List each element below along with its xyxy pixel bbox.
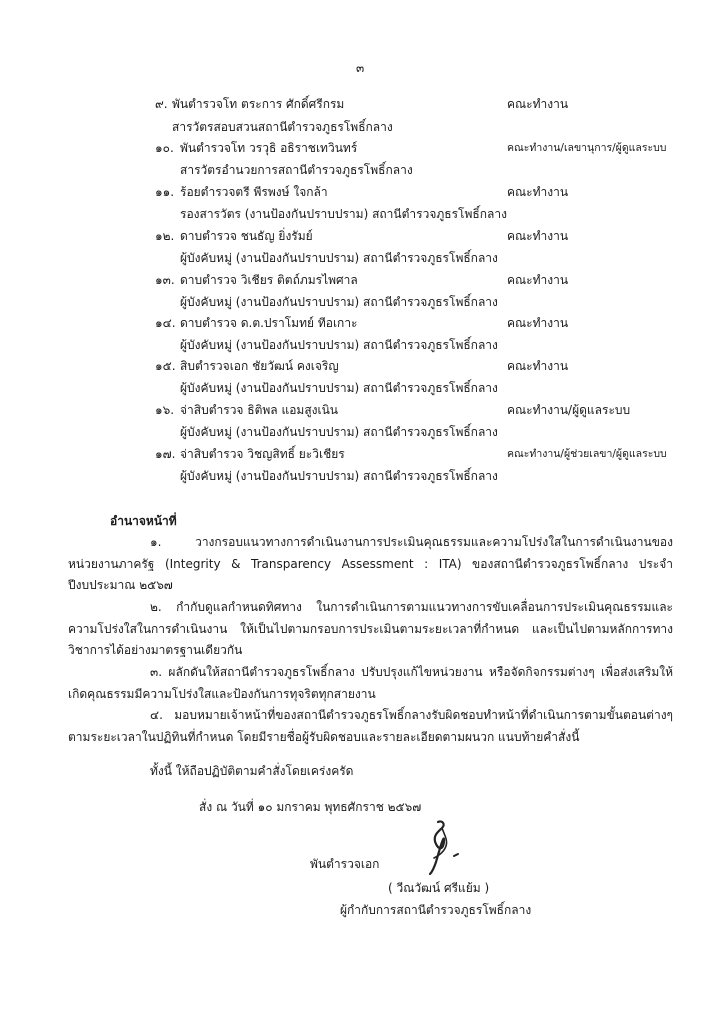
- member-name: สิบตำรวจเอก ชัยวัฒน์ คงเจริญ: [180, 359, 339, 373]
- member-position: สารวัตรสอบสวนสถานีตำรวจภูธรโพธิ์กลาง: [172, 120, 393, 134]
- member-number: ๑๖.: [155, 403, 175, 417]
- member-role: คณะทำงาน: [507, 97, 569, 111]
- member-name: พันตำรวจโท วรวุธิ อธิราชเทวินทร์: [180, 141, 358, 155]
- duty-text: ๒. กำกับดูแลกำหนดทิศทาง ในการดำเนินการตามแนวทางการขับเคลื่อนการประเมินคุณธรรมและความโปร่งใสในการดำเนินงาน ให้เป็นไปตามกรอบการประเมินตามระยะเวลาที่กำหนด และเป็นไปตามหลักการทางวิชาการได้อย่างมาตรฐานเดียวกัน: [68, 600, 673, 657]
- duty-item: [68, 705, 673, 748]
- member-position: ผู้บังคับหมู่ (งานป้องกันปราบปราม) สถานีตำรวจภูธรโพธิ์กลาง: [180, 469, 498, 483]
- member-role: คณะทำงาน/ผู้ช่วยเลขา/ผู้ดูแลระบบ: [507, 448, 667, 460]
- member-name: ร้อยตำรวจตรี พีรพงษ์ ใจกล้า: [180, 185, 328, 199]
- member-role: คณะทำงาน/เลขานุการ/ผู้ดูแลระบบ: [507, 142, 667, 154]
- duties-heading: อำนาจหน้าที่: [110, 514, 177, 528]
- duty-text: ๔. มอบหมายเจ้าหน้าที่ของสถานีตำรวจภูธรโพธิ์กลางรับผิดชอบทำหน้าที่ดำเนินการตามขั้นตอนต่างๆ ตามระยะเวลาในปฏิทินที่กำหนด โดยมีรายชื่อผู้รับผิดชอบและรายละเอียดตามผนวก แนบท้ายคำสั่งนี้: [68, 708, 673, 744]
- closing-statement: ทั้งนี้ ให้ถือปฏิบัติตามคำสั่งโดยเคร่งครัด: [150, 764, 354, 778]
- member-number: ๑๒.: [155, 229, 175, 243]
- member-name: จ่าสิบตำรวจ ธิติพล แอมสูงเนิน: [180, 403, 339, 417]
- duty-item: [68, 532, 673, 597]
- duty-text: ๓. ผลักดันให้สถานีตำรวจภูธรโพธิ์กลาง ปรับปรุงแก้ไขหน่วยงาน หรือจัดกิจกรรมต่างๆ เพื่อส่งเสริมให้เกิดคุณธรรมมีความโปร่งใสและป้องกันการทุจริตทุกสายงาน: [68, 665, 673, 701]
- member-role: คณะทำงาน: [507, 359, 569, 373]
- member-name: ดาบตำรวจ ด.ต.ปราโมทย์ ทีอเกาะ: [180, 316, 358, 330]
- member-position: ผู้บังคับหมู่ (งานป้องกันปราบปราม) สถานีตำรวจภูธรโพธิ์กลาง: [180, 425, 498, 439]
- member-name: ดาบตำรวจ วิเชียร ติตถ์ภมรไพศาล: [180, 273, 358, 287]
- member-position: สารวัตรอำนวยการสถานีตำรวจภูธรโพธิ์กลาง: [180, 163, 413, 177]
- duty-item: [68, 597, 673, 662]
- member-role: คณะทำงาน: [507, 316, 569, 330]
- signer-name: ( วีณวัฒน์ ศรีแย้ม ): [388, 881, 490, 895]
- member-number: ๑๑.: [155, 185, 175, 199]
- member-number: ๙.: [155, 97, 168, 111]
- member-number: ๑๔.: [155, 316, 176, 330]
- member-number: ๑๗.: [155, 447, 176, 461]
- member-number: ๑๐.: [155, 141, 174, 155]
- signer-rank: พันตำรวจเอก: [310, 857, 380, 871]
- member-number: ๑๓.: [155, 273, 175, 287]
- member-name: พันตำรวจโท ตระการ ศักดิ์ศรีกรม: [172, 97, 345, 111]
- member-role: คณะทำงาน: [507, 273, 569, 287]
- member-role: คณะทำงาน: [507, 185, 569, 199]
- page-number: ๓: [356, 61, 365, 75]
- member-role: คณะทำงาน: [507, 229, 569, 243]
- member-position: ผู้บังคับหมู่ (งานป้องกันปราบปราม) สถานีตำรวจภูธรโพธิ์กลาง: [180, 381, 498, 395]
- signer-title: ผู้กำกับการสถานีตำรวจภูธรโพธิ์กลาง: [340, 903, 532, 917]
- member-name: จ่าสิบตำรวจ วิชญสิทธิ์ ยะวิเชียร: [180, 447, 345, 461]
- member-position: ผู้บังคับหมู่ (งานป้องกันปราบปราม) สถานีตำรวจภูธรโพธิ์กลาง: [180, 251, 498, 265]
- duty-text: ๑. วางกรอบแนวทางการดำเนินงานการประเมินคุณธรรมและความโปร่งใสในการดำเนินงานของหน่วยงานภาครัฐ (Integrity & Transparency Assessment : ITA) ของสถานีตำรวจภูธรโพธิ์กลาง ประจำปีงบประมาณ ๒๕๖๗: [68, 535, 673, 592]
- member-position: ผู้บังคับหมู่ (งานป้องกันปราบปราม) สถานีตำรวจภูธรโพธิ์กลาง: [180, 295, 498, 309]
- member-position: ผู้บังคับหมู่ (งานป้องกันปราบปราม) สถานีตำรวจภูธรโพธิ์กลาง: [180, 338, 498, 352]
- member-name: ดาบตำรวจ ชนธัญ ยิ่งรัมย์: [180, 229, 313, 243]
- signature-image: [420, 818, 468, 876]
- member-role: คณะทำงาน/ผู้ดูแลระบบ: [507, 403, 631, 417]
- member-position: รองสารวัตร (งานป้องกันปราบปราม) สถานีตำรวจภูธรโพธิ์กลาง: [180, 207, 507, 221]
- member-number: ๑๕.: [155, 359, 176, 373]
- order-date: สั่ง ณ วันที่ ๑๐ มกราคม พุทธศักราช ๒๕๖๗: [199, 800, 422, 814]
- duty-item: [68, 662, 673, 705]
